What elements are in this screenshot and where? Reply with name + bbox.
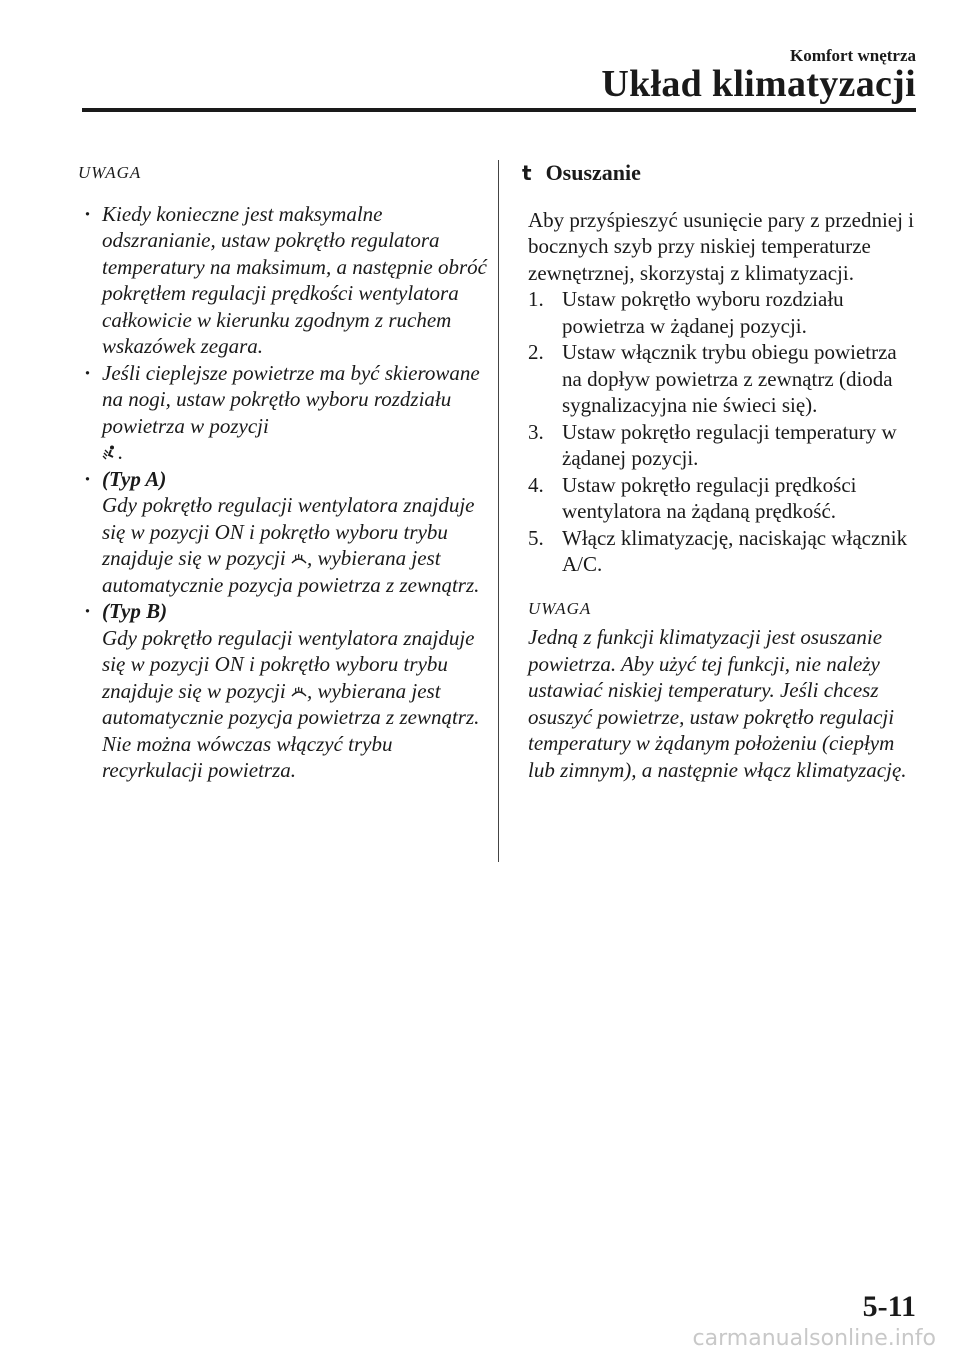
list-item [78, 466, 488, 599]
note-text-end: . [118, 440, 124, 464]
list-item [528, 419, 918, 472]
note-text: Kiedy konieczne jest maksymalne odszranianie, ustaw pokrętło regulatora temperatury na maksimum, a następnie obróć pokrętłem regulacji prędkości wentylatora całkowicie w kierunku zgodnym z ruchem wskazówek zegara. [102, 201, 487, 358]
step-number: 1. [528, 287, 544, 311]
intro-paragraph: Aby przyśpieszyć usunięcie pary z przedniej i bocznych szyb przy niskiej temperaturze zewnętrznej, skorzystaj z klimatyzacji. [528, 207, 915, 285]
list-item [78, 360, 488, 466]
step-number: 3. [528, 419, 544, 444]
note-text-rest: , wybierana jest automatycznie pozycja powietrza z zewnątrz. Nie można wówczas włączyć trybu recyrkulacji powietrza. [102, 678, 480, 782]
list-item [528, 525, 918, 578]
type-label: (Typ B) [102, 599, 168, 623]
right-column [522, 160, 918, 783]
foot-mode-icon [102, 445, 118, 461]
section-name: Komfort wnętrza [789, 46, 916, 65]
note-block [528, 596, 918, 784]
note-list [78, 201, 488, 784]
step-text: Ustaw włącznik trybu obiegu powietrza na dopływ powietrza z zewnątrz (dioda sygnalizacyjna nie świeci się). [562, 340, 897, 417]
section-heading [522, 160, 918, 187]
steps-list [528, 286, 918, 578]
page-number: 5-11 [862, 1290, 916, 1323]
list-item [528, 472, 918, 525]
note-text: Gdy pokrętło regulacji wentylatora znajduje się w pozycji ON i pokrętło wyboru trybu znajduje się w pozycji [102, 493, 475, 570]
step-number: 5. [528, 525, 544, 550]
step-text: Włącz klimatyzację, naciskając włącznik A/C. [562, 525, 908, 576]
step-text: Ustaw pokrętło regulacji prędkości wentylatora na żądaną prędkość. [562, 472, 857, 523]
defroster-icon [291, 684, 307, 700]
section-heading-text: Osuszanie [545, 160, 641, 185]
page-title: Układ klimatyzacji [601, 63, 916, 105]
step-number: 4. [528, 472, 544, 497]
note-text: Jeśli cieplejsze powietrze ma być skierowane na nogi, ustaw pokrętło wyboru rozdziału powietrza w pozycji [102, 360, 480, 438]
watermark: carmanualsonline.info [692, 1326, 936, 1351]
list-item [528, 339, 918, 419]
header-rule [82, 108, 916, 112]
note-text: Gdy pokrętło regulacji wentylatora znajduje się w pozycji ON i pokrętło wyboru trybu znajduje się w pozycji [102, 625, 475, 703]
column-divider [498, 160, 499, 862]
step-number: 2. [528, 340, 544, 364]
note-text-rest: , wybierana jest automatycznie pozycja powietrza z zewnątrz. [102, 546, 480, 597]
note-label: UWAGA [78, 163, 142, 182]
list-item [78, 598, 488, 784]
list-item [78, 201, 488, 360]
list-item [528, 286, 918, 339]
type-label: (Typ A) [102, 466, 167, 491]
defroster-icon [291, 551, 307, 567]
note-text: Jedną z funkcji klimatyzacji jest osuszanie powietrza. Aby użyć tej funkcji, nie należy ustawiać niskiej temperatury. Jeśli chcesz osuszyć powietrze, ustaw pokrętło regulacji temperatury w żądanym położeniu (ciepłym lub zimnym), a następnie włącz klimatyzację. [528, 625, 907, 782]
section-marker: t [522, 161, 532, 185]
step-text: Ustaw pokrętło wyboru rozdziału powietrza w żądanej pozycji. [562, 287, 844, 338]
step-text: Ustaw pokrętło regulacji temperatury w żądanej pozycji. [562, 419, 897, 470]
left-column [78, 160, 488, 784]
note-label: UWAGA [528, 598, 592, 618]
